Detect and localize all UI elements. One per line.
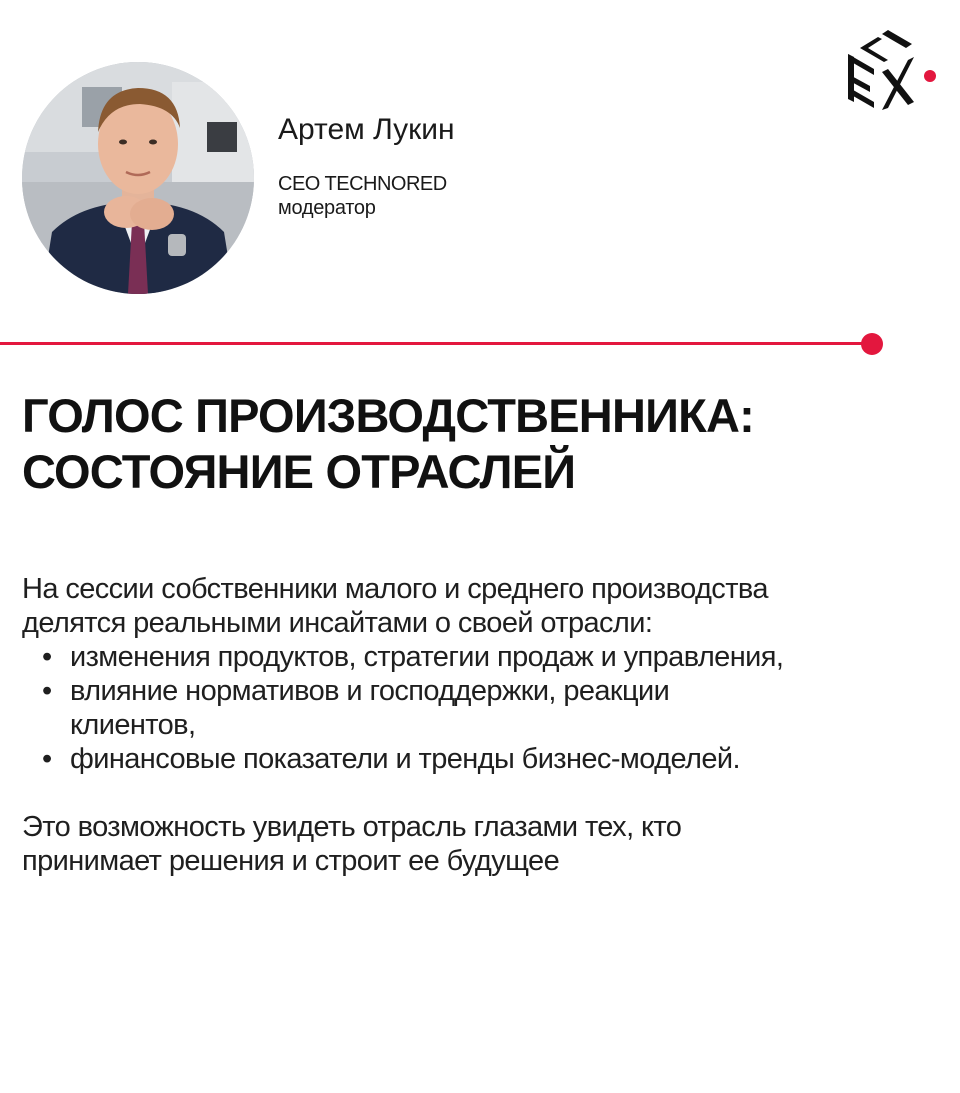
speaker-role: CEO TECHNORED xyxy=(278,173,447,195)
conclusion-line-2: принимает решения и строит ее будущее xyxy=(22,845,560,877)
list-item xyxy=(22,742,952,776)
accent-divider-line xyxy=(0,342,866,345)
intro-paragraph xyxy=(22,572,952,640)
bullet-icon: • xyxy=(42,675,52,707)
session-title-line-2: СОСТОЯНИЕ ОТРАСЛЕЙ xyxy=(22,445,576,498)
session-description xyxy=(22,572,952,878)
conclusion-paragraph xyxy=(22,810,952,878)
bullet-icon: • xyxy=(42,743,52,775)
accent-divider-dot xyxy=(861,333,883,355)
list-item xyxy=(22,674,952,742)
list-item xyxy=(22,640,952,674)
speaker-status: модератор xyxy=(278,197,376,219)
speaker-name: Артем Лукин xyxy=(278,113,455,146)
list-item-text: влияние нормативов и господдержки, реакции xyxy=(70,675,670,707)
exhibition-logo-icon xyxy=(838,24,942,112)
list-item-text-continued: клиентов, xyxy=(70,709,196,741)
speaker-photo xyxy=(22,62,254,294)
conclusion-line-1: Это возможность увидеть отрасль глазами тех, кто xyxy=(22,811,682,843)
list-item-text: финансовые показатели и тренды бизнес-моделей. xyxy=(70,743,740,775)
intro-line-1: На сессии собственники малого и среднего производства xyxy=(22,573,768,605)
topics-list xyxy=(22,640,952,776)
list-item-text: изменения продуктов, стратегии продаж и управления, xyxy=(70,641,784,673)
session-title xyxy=(22,388,942,500)
bullet-icon: • xyxy=(42,641,52,673)
intro-line-2: делятся реальными инсайтами о своей отрасли: xyxy=(22,607,653,639)
speaker-avatar xyxy=(22,62,254,294)
session-title-line-1: ГОЛОС ПРОИЗВОДСТВЕННИКА: xyxy=(22,389,754,442)
